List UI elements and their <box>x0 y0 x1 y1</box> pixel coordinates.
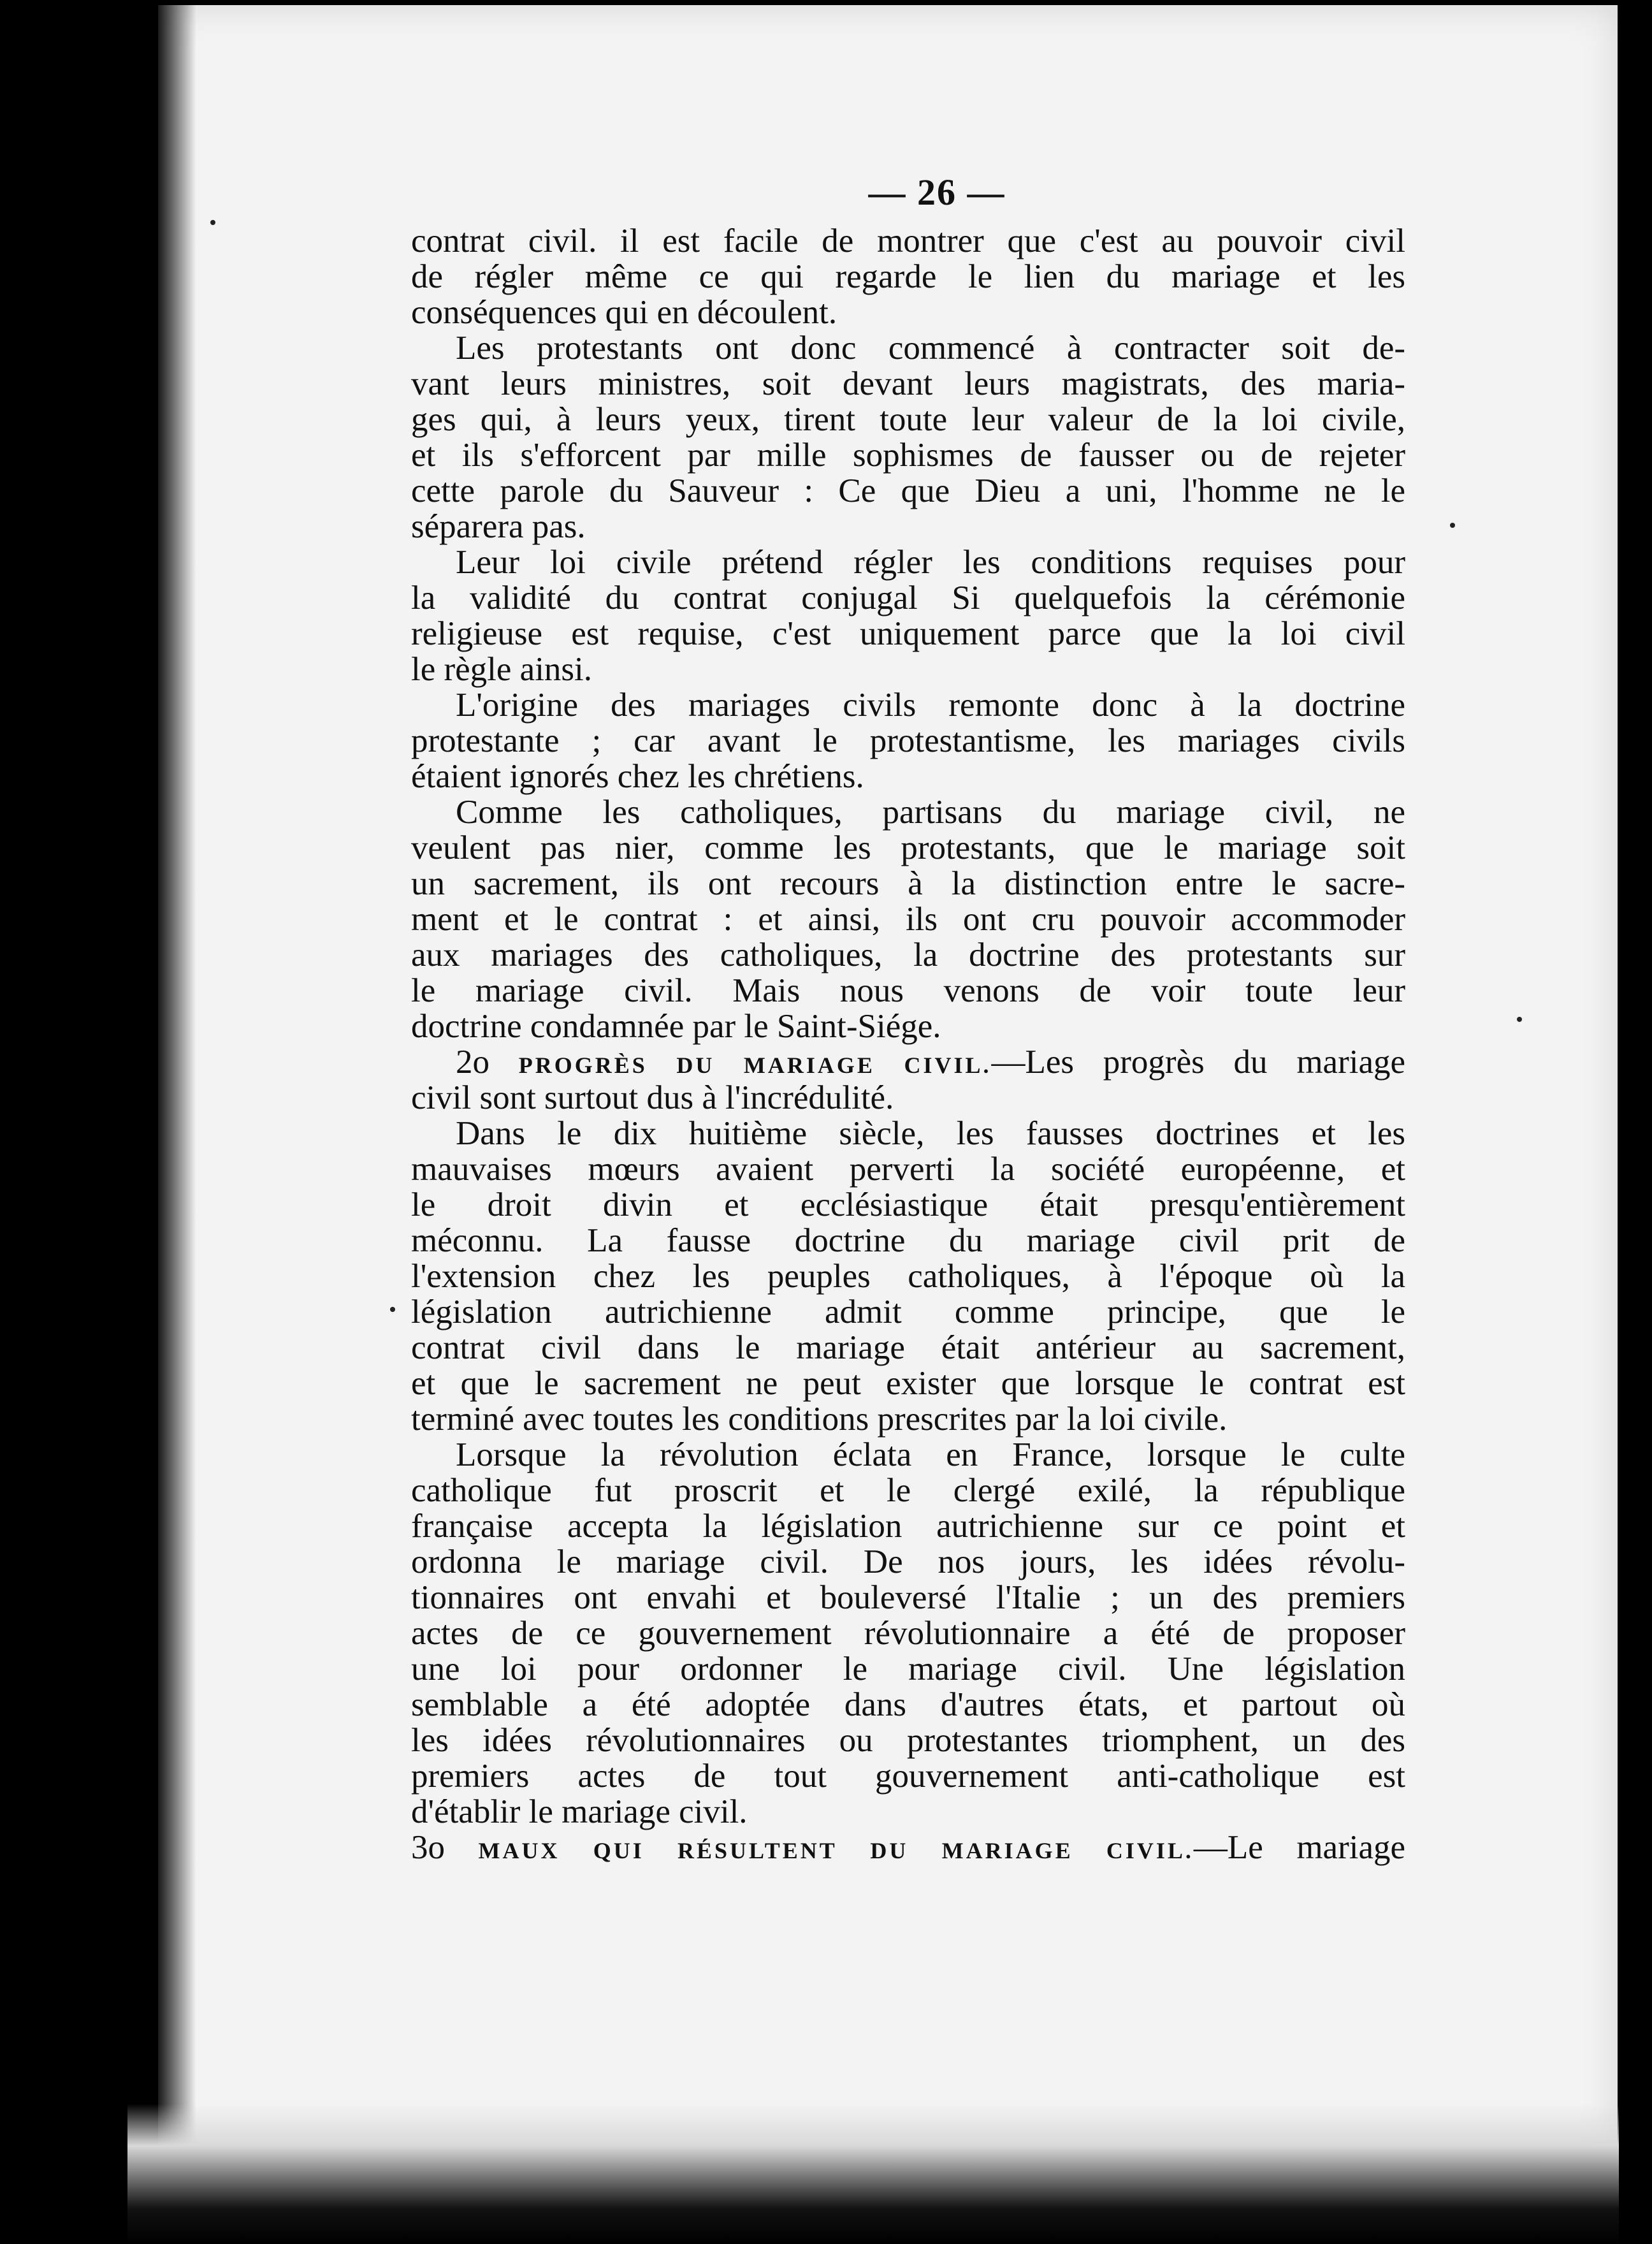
text-line: ment et le contrat : et ainsi, ils ont cru pouvoir accommoder <box>411 901 1405 938</box>
text-line: contrat civil. il est facile de montrer que c'est au pouvoir civil <box>411 222 1405 259</box>
text-line: étaient ignorés chez les chrétiens. <box>411 758 864 795</box>
text-line: Dans le dix huitième siècle, les fausses doctrines et les <box>456 1115 1405 1152</box>
text-line: et ils s'efforcent par mille sophismes de fausser ou de rejeter <box>411 437 1405 474</box>
section-heading-line <box>411 1044 1405 1080</box>
text-line: veulent pas nier, comme les protestants, que le mariage soit <box>411 829 1405 866</box>
section-heading-continuation: —Les progrès du mariage <box>991 1044 1405 1081</box>
text-line: cette parole du Sauveur : Ce que Dieu a uni, l'homme ne le <box>411 472 1405 509</box>
text-line: Les protestants ont donc commencé à contracter soit de- <box>456 330 1405 367</box>
text-line: le règle ainsi. <box>411 651 593 688</box>
text-line: méconnu. La fausse doctrine du mariage civil prit de <box>411 1222 1405 1259</box>
text-line: le mariage civil. Mais nous venons de voir toute leur <box>411 972 1405 1009</box>
text-line: doctrine condamnée par le Saint-Siége. <box>411 1008 941 1045</box>
text-line: législation autrichienne admit comme principe, que le <box>411 1293 1405 1330</box>
page-body-text <box>411 223 1405 1865</box>
section-number: 3o <box>411 1829 445 1866</box>
scan-speck <box>390 1307 395 1312</box>
text-line: premiers actes de tout gouvernement anti-catholique est <box>411 1758 1405 1795</box>
text-line: séparera pas. <box>411 508 586 545</box>
text-line: Comme les catholiques, partisans du mariage civil, ne <box>456 794 1405 831</box>
text-line: d'établir le mariage civil. <box>411 1793 748 1830</box>
text-line: mauvaises mœurs avaient perverti la société européenne, et <box>411 1151 1405 1188</box>
page-number: — 26 — <box>868 171 1006 213</box>
text-line: religieuse est requise, c'est uniquement parce que la loi civil <box>411 615 1405 652</box>
section-heading: PROGRÈS DU MARIAGE CIVIL. <box>518 1053 992 1078</box>
text-line: ges qui, à leurs yeux, tirent toute leur valeur de la loi civile, <box>411 401 1405 438</box>
text-line: de régler même ce qui regarde le lien du mariage et les <box>411 258 1405 295</box>
text-line: et que le sacrement ne peut exister que lorsque le contrat est <box>411 1365 1405 1402</box>
text-line: le droit divin et ecclésiastique était presqu'entièrement <box>411 1186 1405 1223</box>
text-line: conséquences qui en découlent. <box>411 294 837 331</box>
section-heading-continuation: —Le mariage <box>1193 1829 1405 1866</box>
text-line: la validité du contrat conjugal Si quelquefois la cérémonie <box>411 579 1405 616</box>
text-line: vant leurs ministres, soit devant leurs magistrats, des maria- <box>411 365 1405 402</box>
text-line: Leur loi civile prétend régler les conditions requises pour <box>456 544 1405 581</box>
scan-speck <box>1517 1017 1522 1022</box>
text-line: protestante ; car avant le protestantisme, les mariages civils <box>411 722 1405 759</box>
text-line: française accepta la législation autrichienne sur ce point et <box>411 1508 1405 1545</box>
text-line: les idées révolutionnaires ou protestantes triomphent, un des <box>411 1722 1405 1759</box>
text-line: contrat civil dans le mariage était antérieur au sacrement, <box>411 1329 1405 1366</box>
text-line: terminé avec toutes les conditions prescrites par la loi civile. <box>411 1401 1228 1438</box>
text-line: semblable a été adoptée dans d'autres états, et partout où <box>411 1686 1405 1723</box>
scan-speck <box>210 220 215 225</box>
text-line: civil sont surtout dus à l'incrédulité. <box>411 1079 894 1116</box>
section-heading: MAUX QUI RÉSULTENT DU MARIAGE CIVIL. <box>478 1838 1194 1863</box>
text-line: Lorsque la révolution éclata en France, lorsque le culte <box>456 1436 1405 1473</box>
text-line: catholique fut proscrit et le clergé exilé, la république <box>411 1472 1405 1509</box>
page-gutter-shadow <box>158 5 196 2185</box>
text-line: actes de ce gouvernement révolutionnaire a été de proposer <box>411 1615 1405 1652</box>
text-line: un sacrement, ils ont recours à la distinction entre le sacre- <box>411 865 1405 902</box>
text-line: L'origine des mariages civils remonte donc à la doctrine <box>456 687 1405 724</box>
section-heading-line <box>411 1830 1405 1865</box>
text-line: tionnaires ont envahi et bouleversé l'Italie ; un des premiers <box>411 1579 1405 1616</box>
text-line: l'extension chez les peuples catholiques, à l'époque où la <box>411 1258 1405 1295</box>
section-number: 2o <box>456 1044 489 1081</box>
page-bottom-edge <box>127 2104 1619 2244</box>
text-line: une loi pour ordonner le mariage civil. Une législation <box>411 1650 1405 1687</box>
text-line: ordonna le mariage civil. De nos jours, les idées révolu- <box>411 1543 1405 1580</box>
text-line: aux mariages des catholiques, la doctrine des protestants sur <box>411 936 1405 973</box>
scan-speck <box>1450 523 1455 528</box>
